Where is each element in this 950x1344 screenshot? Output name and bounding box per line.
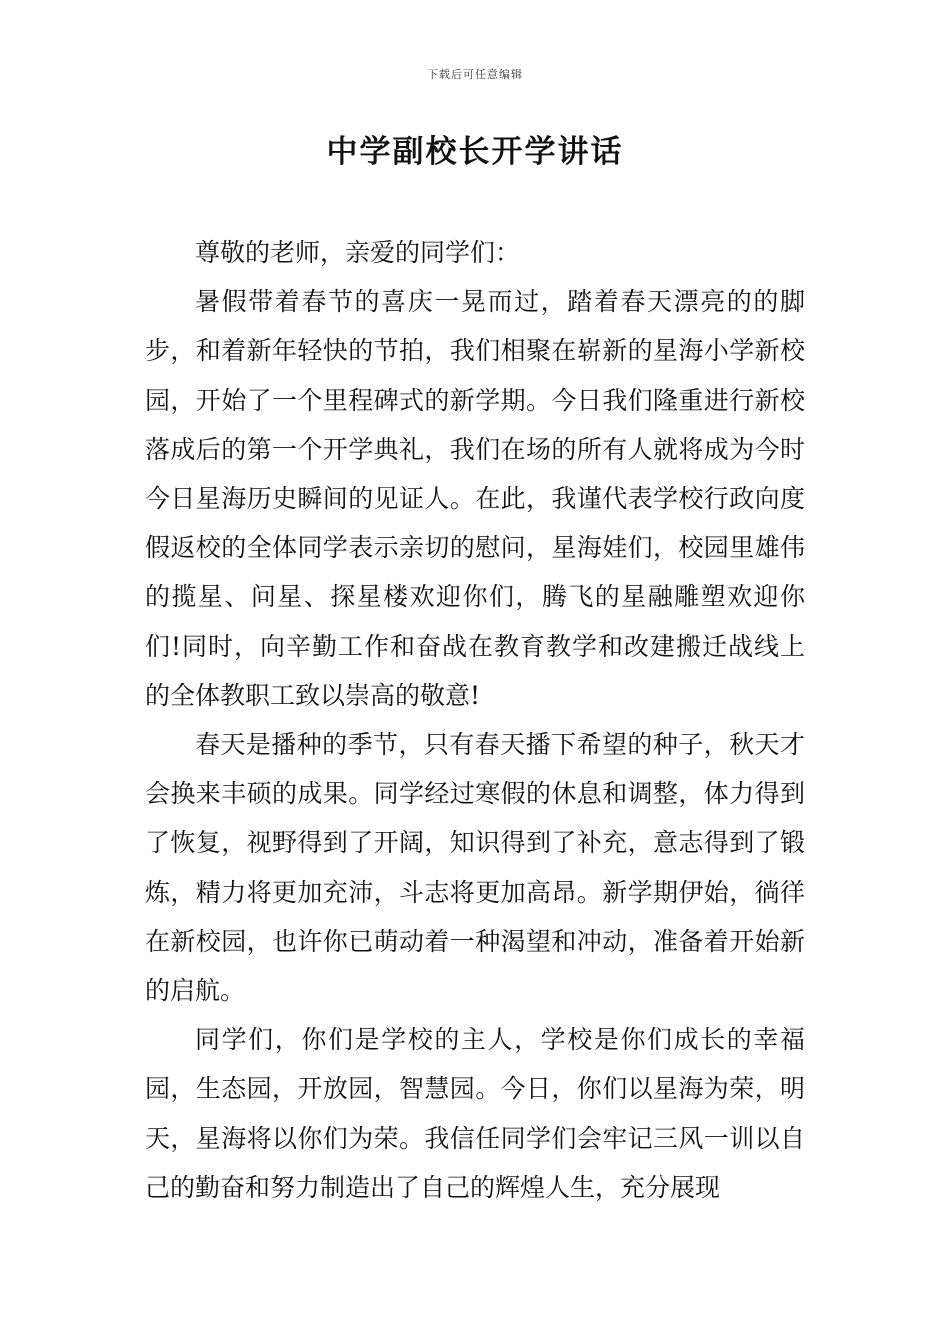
salutation: 尊敬的老师，亲爱的同学们： xyxy=(195,238,521,267)
paragraph-3: 同学们，你们是学校的主人，学校是你们成长的幸福园，生态园，开放园，智慧园。今日，你们以星海为荣，明天，星海将以你们为荣。我信任同学们会牢记三风一训以自己的勤奋和努力制造出了自己的辉煌人生，充分展现 xyxy=(145,1025,805,1202)
header-note: 下载后可任意编辑 xyxy=(427,68,523,81)
paragraph-1: 暑假带着春节的喜庆一晃而过，踏着春天漂亮的的脚步，和着新年轻快的节拍，我们相聚在崭新的星海小学新校园，开始了一个里程碑式的新学期。今日我们隆重进行新校落成后的第一个开学典礼，我们在场的所有人就将成为今时今日星海历史瞬间的见证人。在此，我谨代表学校行政向度假返校的全体同学表示亲切的慰问，星海娃们，校园里雄伟的揽星、问星、探星楼欢迎你们，腾飞的星融雕塑欢迎你们!同时，向辛勤工作和奋战在教育教学和改建搬迁战线上的全体教职工致以崇高的敬意! xyxy=(145,287,805,710)
page-title: 中学副校长开学讲话 xyxy=(326,134,624,170)
speech-body xyxy=(145,228,805,1212)
paragraph-2: 春天是播种的季节，只有春天播下希望的种子，秋天才会换来丰硕的成果。同学经过寒假的休息和调整，体力得到了恢复，视野得到了开阔，知识得到了补充，意志得到了锻炼，精力将更加充沛，斗志将更加高昂。新学期伊始，徜徉在新校园，也许你已萌动着一种渴望和冲动，准备着开始新的启航。 xyxy=(145,730,805,1006)
